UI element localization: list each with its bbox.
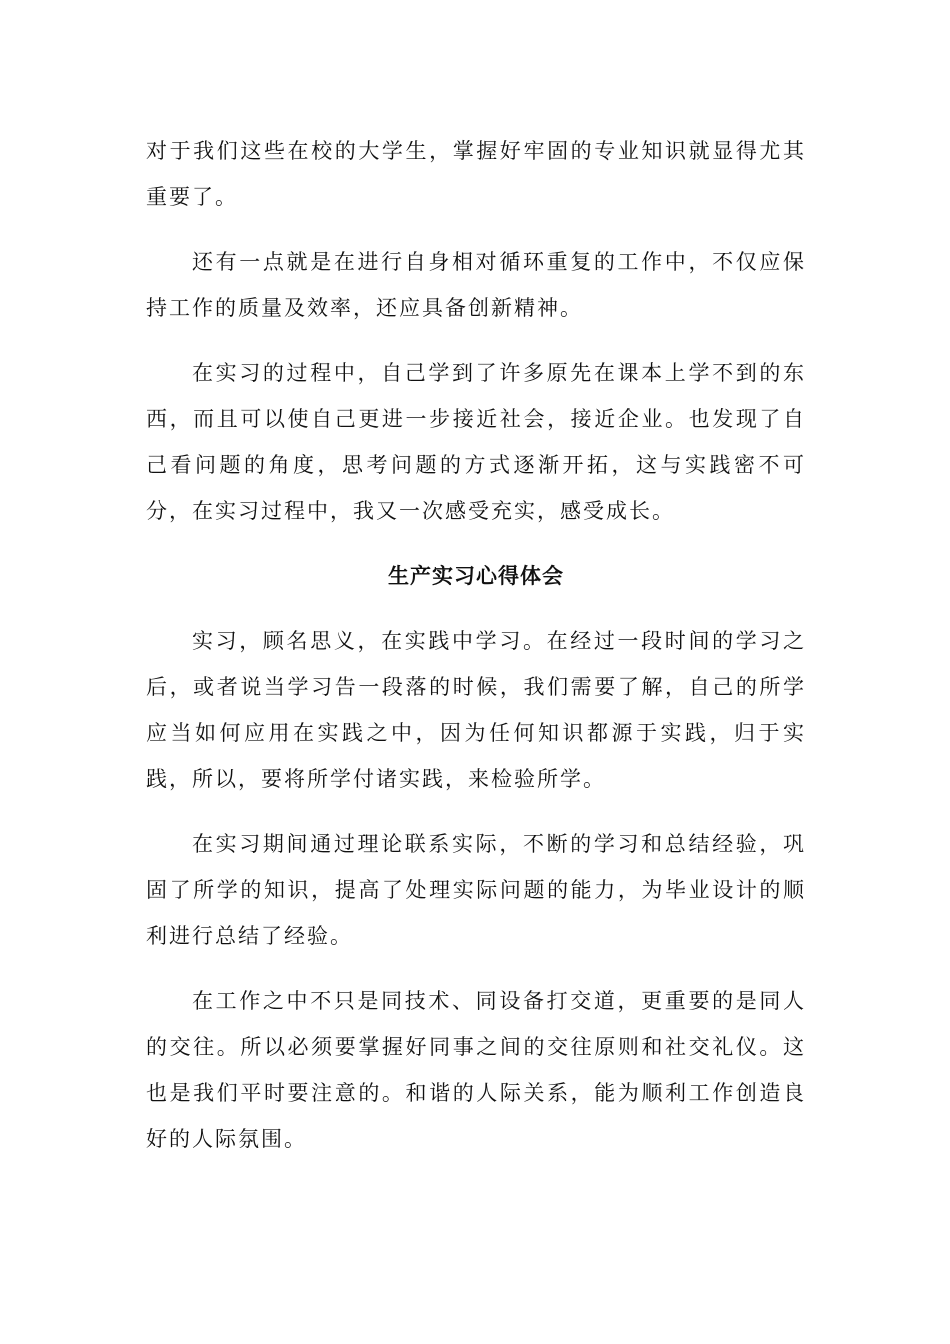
paragraph: 实习，顾名思义，在实践中学习。在经过一段时间的学习之后，或者说当学习告一段落的时候，我们需要了解，自己的所学应当如何应用在实践之中，因为任何知识都源于实践，归于实践，所以，要将所学付诸实践，来检验所学。 <box>146 629 806 791</box>
paragraph: 在实习期间通过理论联系实际，不断的学习和总结经验，巩固了所学的知识，提高了处理实际问题的能力，为毕业设计的顺利进行总结了经验。 <box>146 832 806 948</box>
paragraph: 还有一点就是在进行自身相对循环重复的工作中，不仅应保持工作的质量及效率，还应具备创新精神。 <box>146 250 806 320</box>
paragraph: 在实习的过程中，自己学到了许多原先在课本上学不到的东西，而且可以使自己更进一步接近社会，接近企业。也发现了自己看问题的角度，思考问题的方式逐渐开拓，这与实践密不可分，在实习过程中，我又一次感受充实，感受成长。 <box>146 361 806 523</box>
paragraph: 在工作之中不只是同技术、同设备打交道，更重要的是同人的交往。所以必须要掌握好同事之间的交往原则和社交礼仪。这也是我们平时要注意的。和谐的人际关系，能为顺利工作创造良好的人际氛围。 <box>146 989 806 1151</box>
paragraph-continued: 对于我们这些在校的大学生，掌握好牢固的专业知识就显得尤其重要了。 <box>146 139 806 209</box>
document-body <box>146 128 806 1181</box>
section-heading: 生产实习心得体会 <box>388 564 564 588</box>
